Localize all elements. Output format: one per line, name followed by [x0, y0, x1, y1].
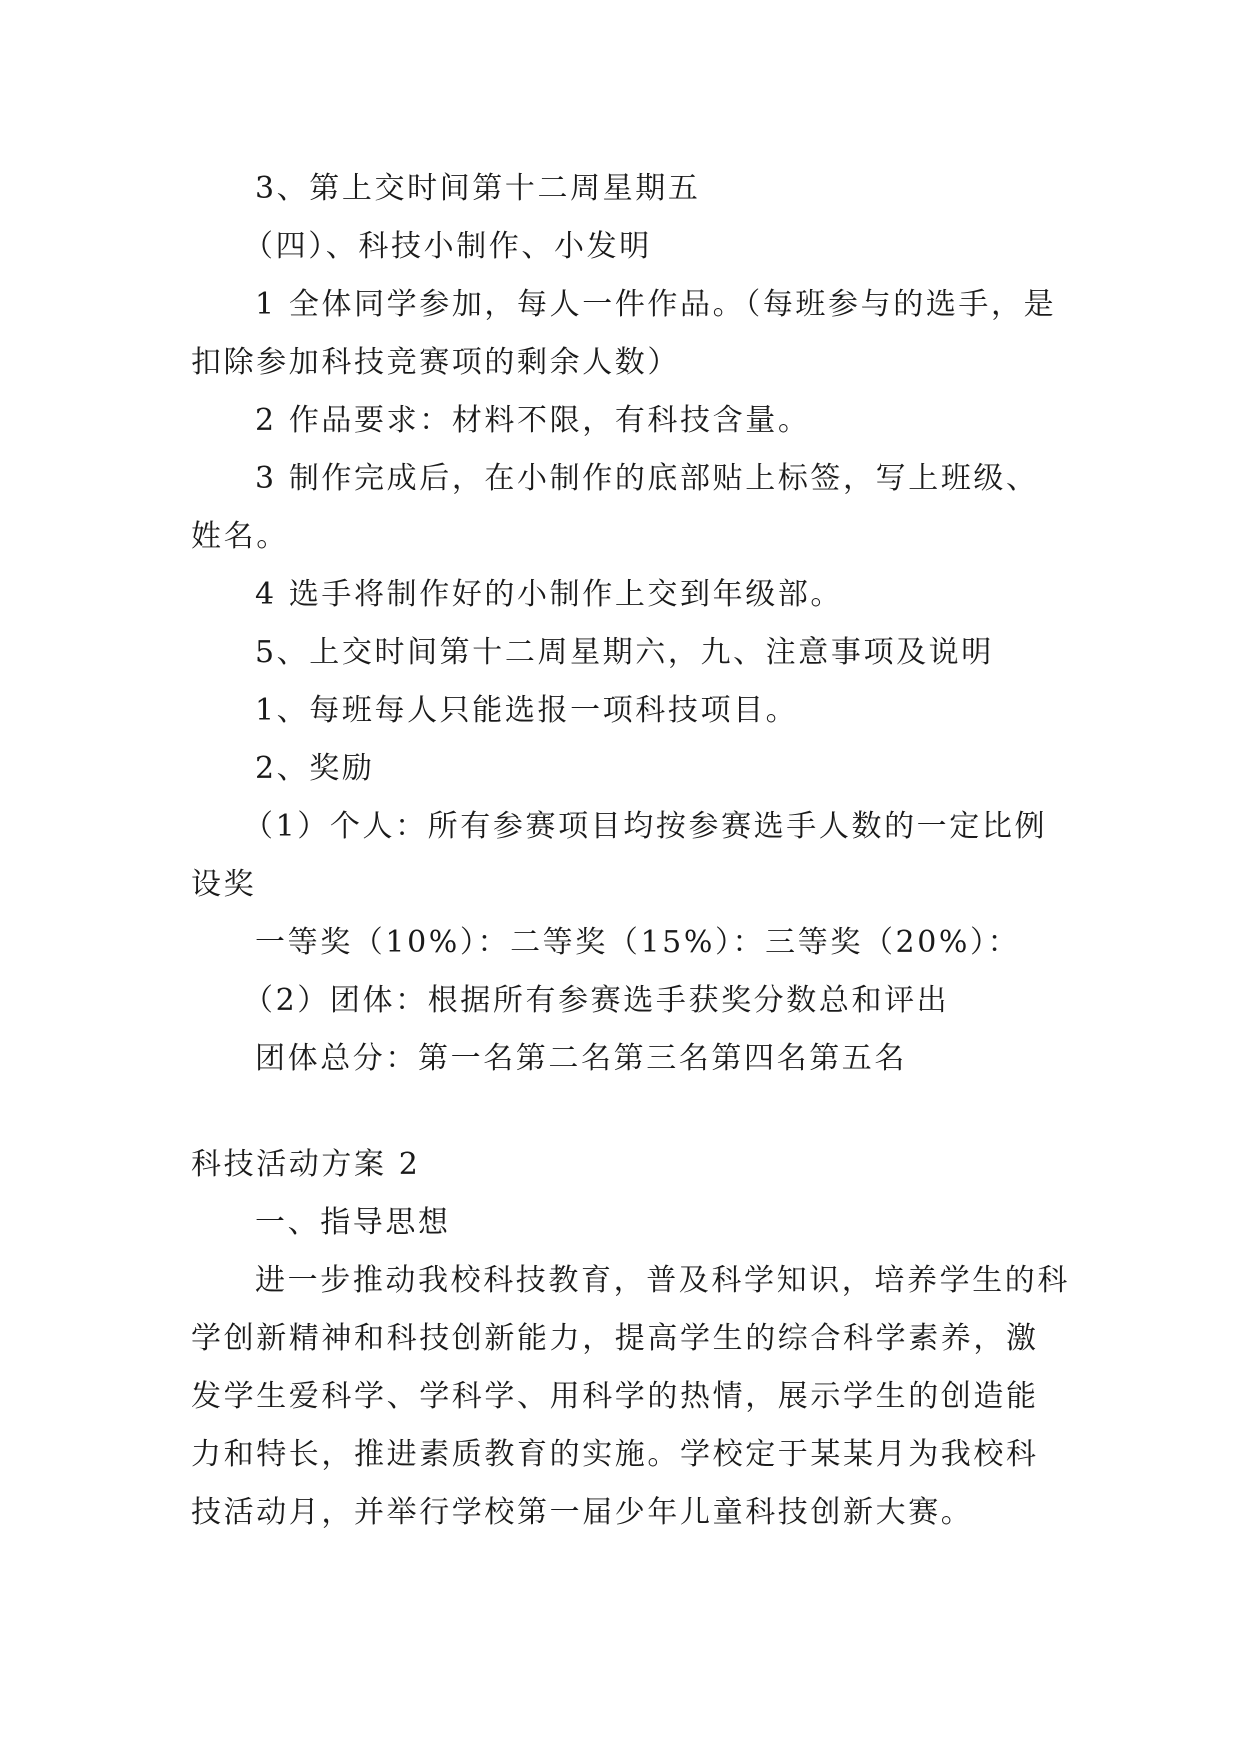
list-item-4: 4 选手将制作好的小制作上交到年级部。	[255, 577, 844, 612]
submit-time-line: 3、第上交时间第十二周星期五	[255, 171, 701, 206]
award-individual: （1）个人：所有参赛项目均按参赛选手人数的一定比例设奖	[191, 809, 1048, 902]
note-item-1: 1、每班每人只能选报一项科技项目。	[255, 693, 799, 728]
list-item-2: 2 作品要求：材料不限，有科技含量。	[255, 403, 811, 438]
award-team: （2）团体：根据所有参赛选手获奖分数总和评出	[243, 983, 950, 1018]
section-heading-4: （四）、科技小制作、小发明	[243, 229, 652, 264]
note-item-2: 2、奖励	[255, 751, 375, 786]
team-total: 团体总分：第一名第二名第三名第四名第五名	[255, 1041, 907, 1076]
list-item-3: 3 制作完成后，在小制作的底部贴上标签，写上班级、姓名。	[191, 461, 1039, 554]
list-item-1: 1 全体同学参加，每人一件作品。（每班参与的选手，是扣除参加科技竞赛项的剩余人数）	[191, 287, 1057, 380]
section-spacer	[191, 1088, 1071, 1136]
list-item-5: 5、上交时间第十二周星期六，九、注意事项及说明	[255, 635, 994, 670]
award-levels: 一等奖（10%）：二等奖（15%）：三等奖（20%）：	[255, 925, 1021, 960]
section-heading-1: 一、指导思想	[255, 1205, 451, 1240]
body-paragraph: 进一步推动我校科技教育，普及科学知识，培养学生的科学创新精神和科技创新能力，提高学生的综合科学素养，激发学生爱科学、学科学、用科学的热情，展示学生的创造能力和特长，推进素质教育的实施。学校定于某某月为我校科技活动月，并举行学校第一届少年儿童科技创新大赛。	[191, 1263, 1070, 1530]
document-body	[191, 160, 1071, 1542]
document-title: 科技活动方案 2	[191, 1147, 421, 1182]
